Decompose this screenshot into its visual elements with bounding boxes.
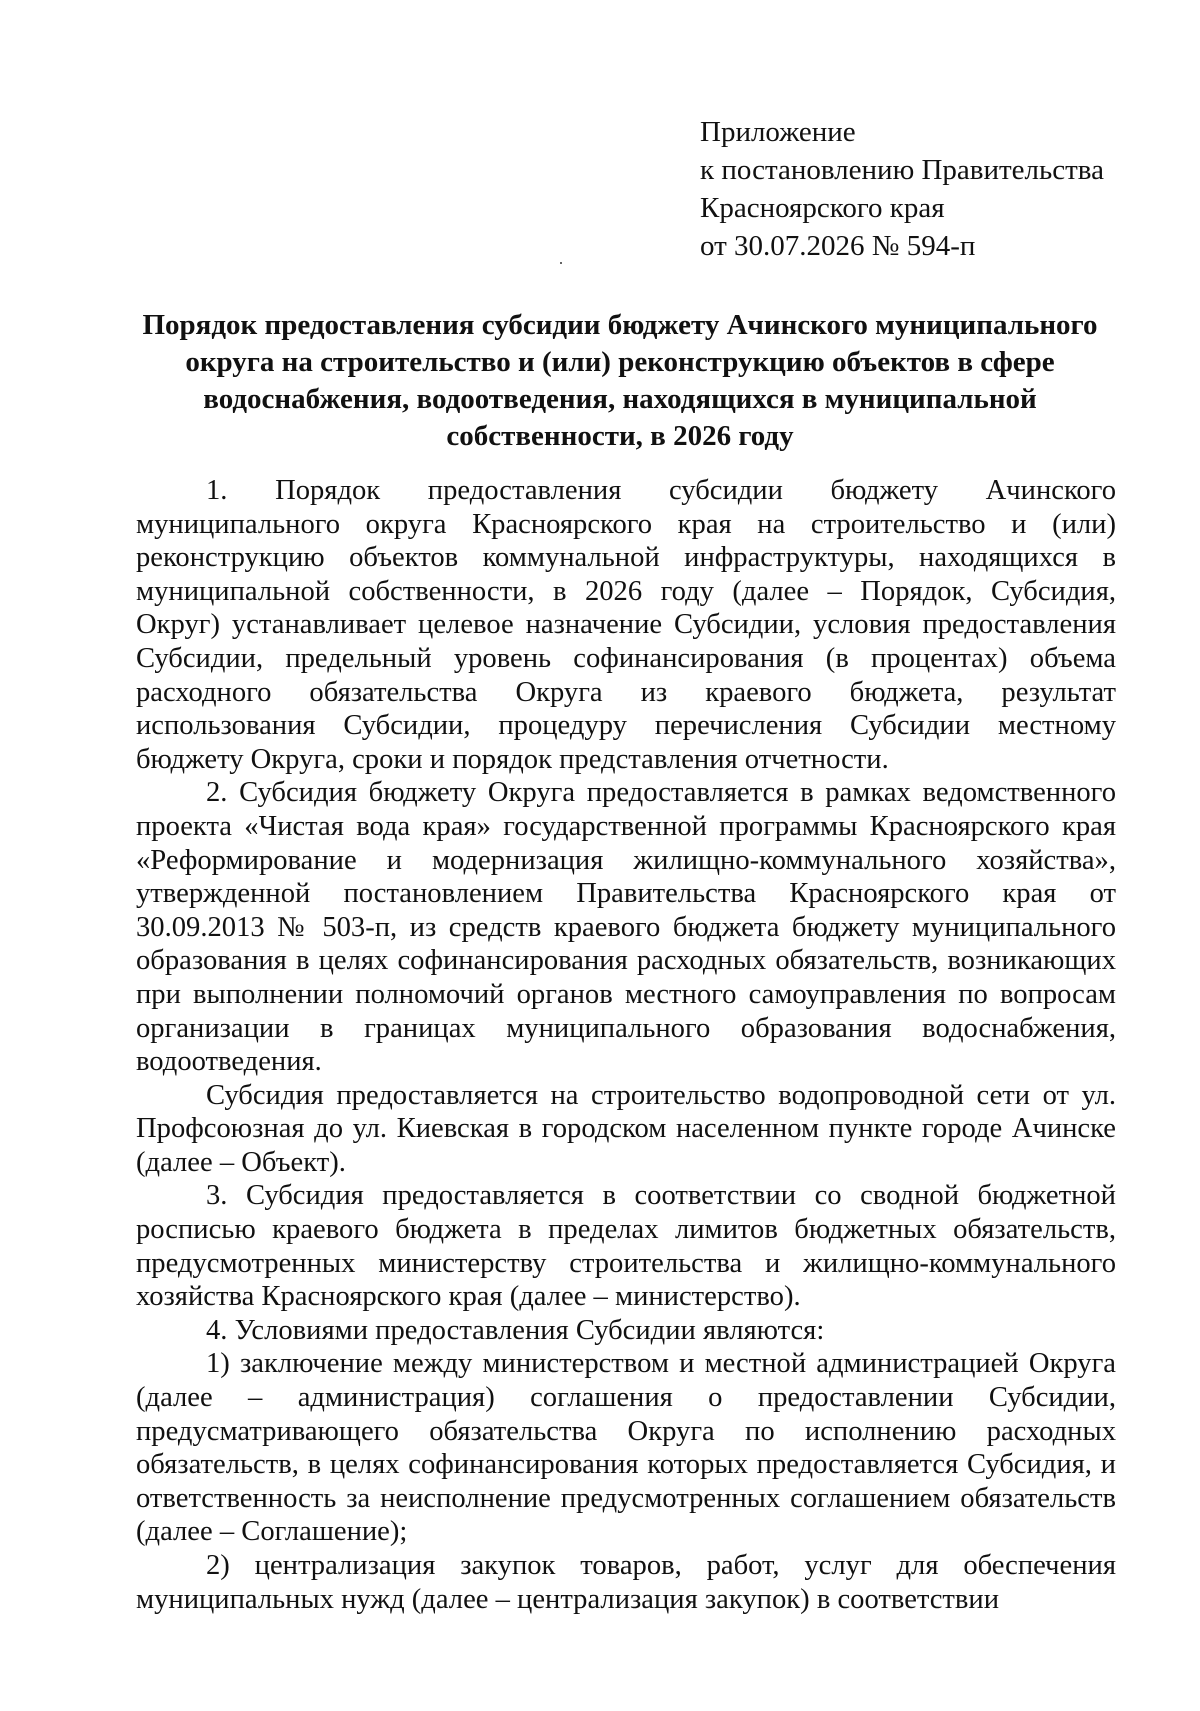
- document-title: [140, 307, 1100, 455]
- document-body: [136, 474, 1116, 1616]
- appendix-line-1: Приложение: [700, 116, 856, 148]
- title-line-1: Порядок предоставления субсидии бюджету Ачинского муниципального: [142, 309, 1098, 341]
- appendix-line-2: к постановлению Правительства: [700, 154, 1104, 186]
- title-line-3: водоснабжения, водоотведения, находящихся в муниципальной: [203, 383, 1037, 415]
- appendix-line-3: Красноярского края: [700, 192, 945, 224]
- paragraph-2-subsidy-object: Субсидия предоставляется на строительство водопроводной сети от ул. Профсоюзная до ул. Киевская в городском населенном пункте городе Ачинске (далее – Объект).: [136, 1079, 1116, 1178]
- paragraph-2: 2. Субсидия бюджету Округа предоставляется в рамках ведомственного проекта «Чистая вода края» государственной программы Красноярского края «Реформирование и модернизация жилищно-коммунального хозяйства», утвержденной постановлением Правительства Красноярского края от 30.09.2013 № 503-п, из средств краевого бюджета бюджету муниципального образования в целях софинансирования расходных обязательств, возникающих при выполнении полномочий органов местного самоуправления по вопросам организации в границах муниципального образования водоснабжения, водоотведения.: [136, 777, 1116, 1078]
- paragraph-4: 4. Условиями предоставления Субсидии являются:: [206, 1314, 825, 1346]
- appendix-line-4: от 30.07.2026 № 594-п: [700, 230, 976, 262]
- title-line-4: собственности, в 2026 году: [446, 420, 794, 452]
- paragraph-3: 3. Субсидия предоставляется в соответствии со сводной бюджетной росписью краевого бюджета в пределах лимитов бюджетных обязательств, предусмотренных министерству строительства и жилищно-коммунального хозяйства Красноярского края (далее – министерство).: [136, 1180, 1116, 1313]
- paragraph-1: 1. Порядок предоставления субсидии бюджету Ачинского муниципального округа Красноярского края на строительство и (или) реконструкцию объектов коммунальной инфраструктуры, находящихся в муниципальной собственности, в 2026 году (далее – Порядок, Субсидия, Округ) устанавливает целевое назначение Субсидии, условия предоставления Субсидии, предельный уровень софинансирования (в процентах) объема расходного обязательства Округа из краевого бюджета, результат использования Субсидии, процедуру перечисления Субсидии местному бюджету Округа, сроки и порядок представления отчетности.: [136, 475, 1116, 775]
- paragraph-4-item-2: 2) централизация закупок товаров, работ, услуг для обеспечения муниципальных нужд (далее – централизация закупок) в соответствии: [136, 1550, 1116, 1615]
- paragraph-4-item-1: 1) заключение между министерством и местной администрацией Округа (далее – администрация) соглашения о предоставлении Субсидии, предусматривающего обязательства Округа по исполнению расходных обязательств, в целях софинансирования которых предоставляется Субсидия, и ответственность за неисполнение предусмотренных соглашением обязательств (далее – Соглашение);: [136, 1348, 1116, 1548]
- scan-speck: [560, 262, 562, 264]
- appendix-header: [700, 113, 1170, 265]
- title-line-2: округа на строительство и (или) реконструкцию объектов в сфере: [185, 346, 1055, 378]
